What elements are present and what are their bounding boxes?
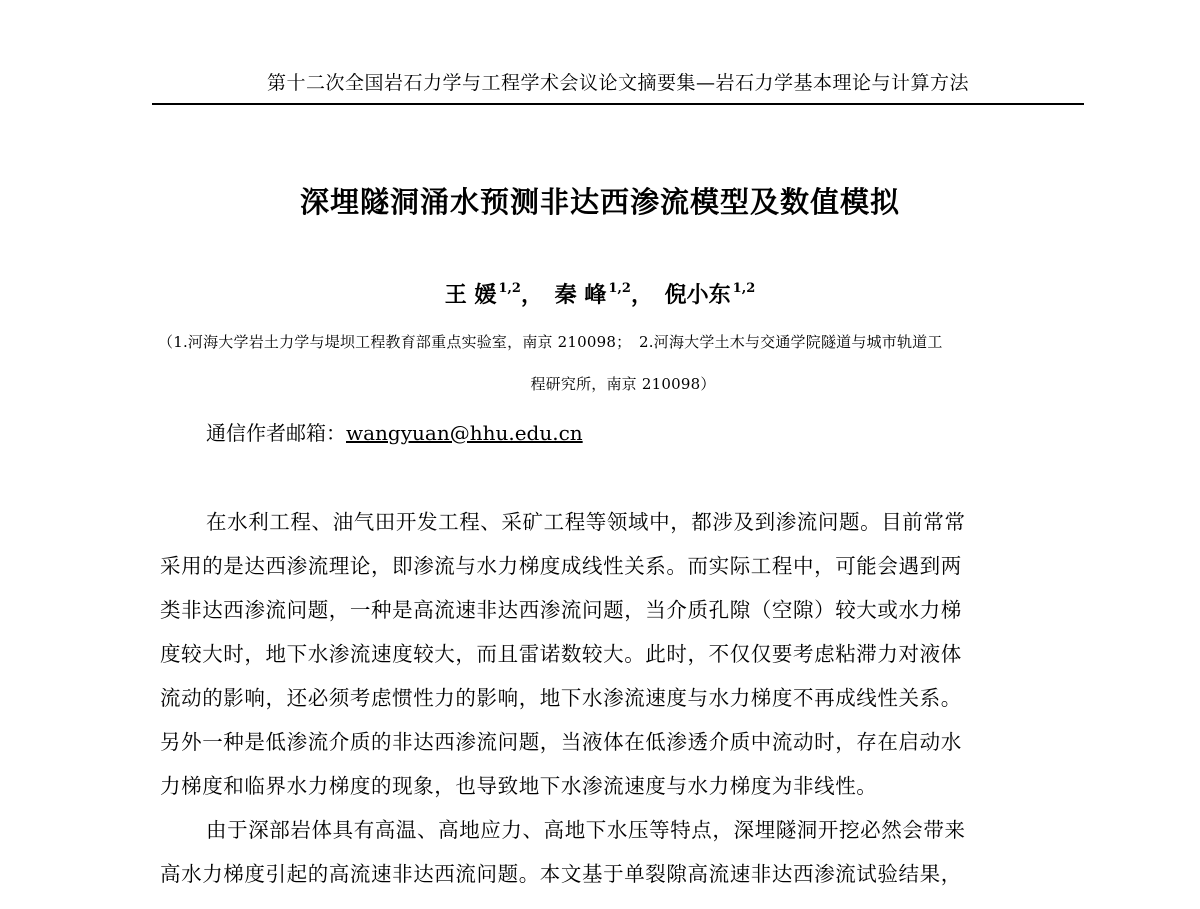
correspondence-email [206, 417, 583, 446]
author-list [0, 278, 1200, 309]
email-label: 通信作者邮箱： [206, 421, 346, 445]
running-header: 第十二次全国岩石力学与工程学术会议论文摘要集—岩石力学基本理论与计算方法 [152, 68, 1084, 105]
body-line: 在水利工程、油气田开发工程、采矿工程等领域中，都涉及到渗流问题。目前常常 [206, 510, 966, 534]
body-line: 流动的影响，还必须考虑惯性力的影响，地下水渗流速度与水力梯度不再成线性关系。 [160, 686, 962, 710]
author-2 [555, 282, 653, 308]
body-line: 高水力梯度引起的高流速非达西流问题。本文基于单裂隙高流速非达西渗流试验结果， [160, 862, 962, 886]
affiliation-line-1: （1.河海大学岩土力学与堤坝工程教育部重点实验室，南京 210098； 2.河海大学土木与交通学院隧道与城市轨道工 [158, 333, 943, 351]
author-name: 倪小东 [664, 282, 731, 308]
author-affiliation-mark: 1,2 [608, 281, 631, 296]
body-line: 力梯度和临界水力梯度的现象，也导致地下水渗流速度与水力梯度为非线性。 [160, 774, 878, 798]
affiliation-line-2: 程研究所，南京 210098） [530, 375, 716, 393]
author-affiliation-mark: 1,2 [732, 281, 756, 296]
body-line: 类非达西渗流问题，一种是高流速非达西渗流问题，当介质孔隙（空隙）较大或水力梯 [160, 598, 962, 622]
author-name: 王 媛 [444, 282, 497, 308]
author-name: 秦 峰 [554, 282, 607, 308]
body-line: 由于深部岩体具有高温、高地应力、高地下水压等特点，深埋隧洞开挖必然会带来 [206, 818, 966, 842]
paper-title: 深埋隧洞涌水预测非达西渗流模型及数值模拟 [299, 185, 900, 219]
author-3 [665, 282, 756, 308]
author-separator: ， [630, 282, 653, 308]
author-1 [445, 282, 543, 308]
body-line: 度较大时，地下水渗流速度较大，而且雷诺数较大。此时，不仅仅要考虑粘滞力对液体 [160, 642, 962, 666]
body-line: 另外一种是低渗流介质的非达西渗流问题，当液体在低渗透介质中流动时，存在启动水 [160, 730, 962, 754]
email-link[interactable]: wangyuan@hhu.edu.cn [346, 421, 583, 445]
author-affiliation-mark: 1,2 [498, 281, 521, 296]
author-separator: ， [520, 282, 543, 308]
body-line: 采用的是达西渗流理论，即渗流与水力梯度成线性关系。而实际工程中，可能会遇到两 [160, 554, 962, 578]
